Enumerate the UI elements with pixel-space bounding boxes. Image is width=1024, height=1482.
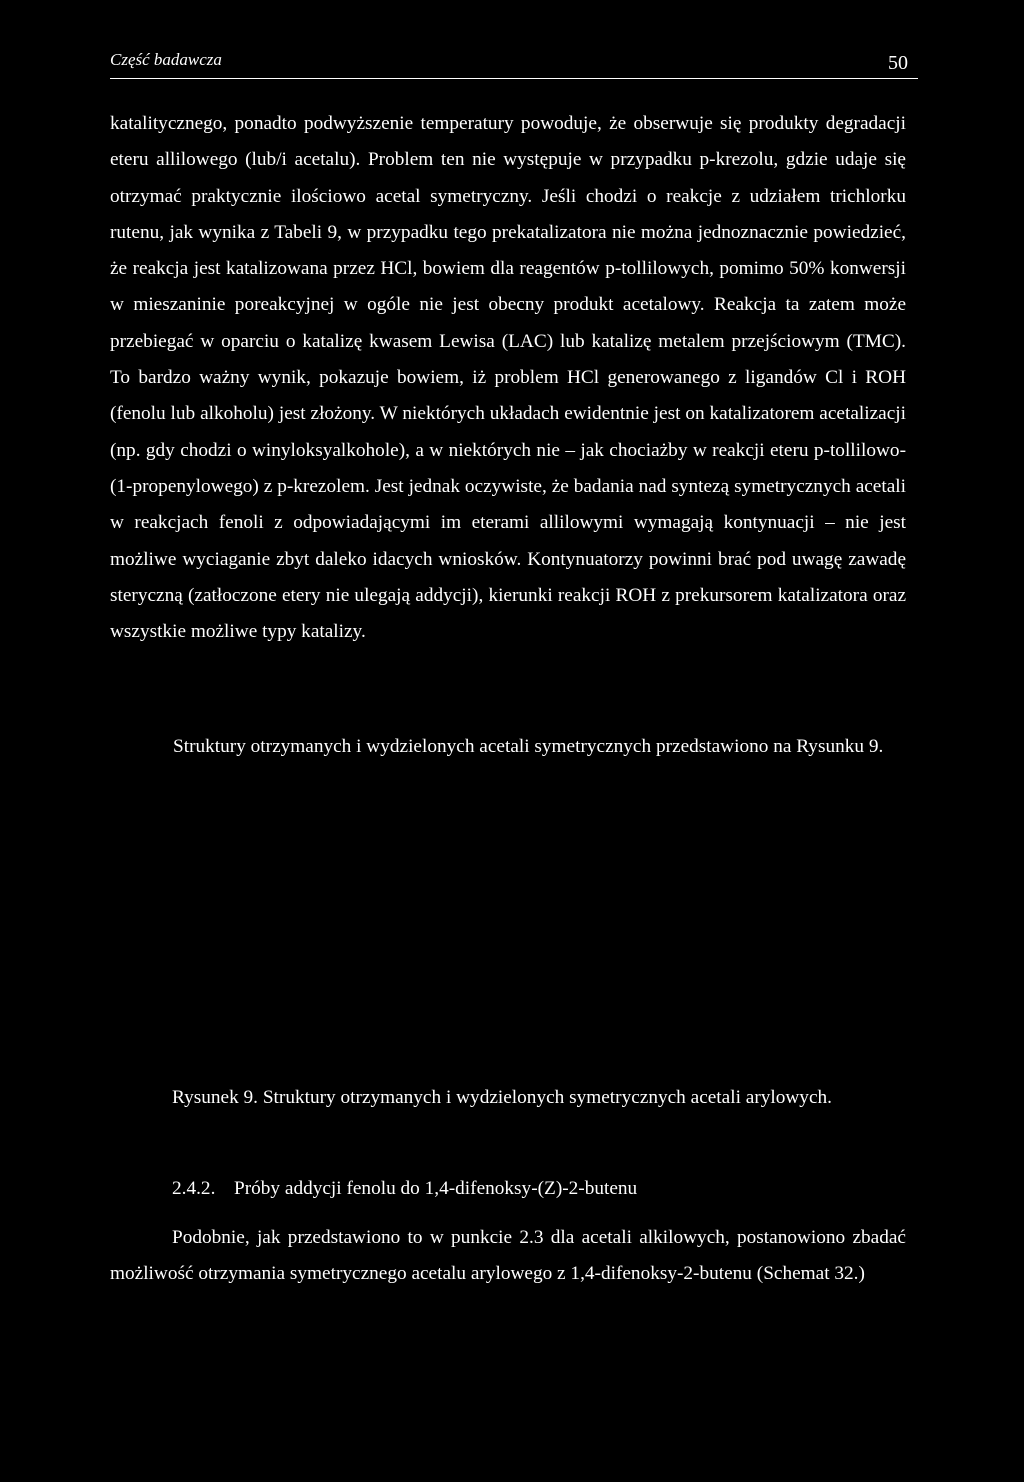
page-number: 50 — [888, 52, 908, 74]
paragraph-body-1: katalitycznego, ponadto podwyższenie temperatury powoduje, że obserwuje się produkty degradacji eteru allilowego (lub/i acetalu). Problem ten nie występuje w przypadku p-krezolu, gdzie udaje się otrzymać praktycznie ilościowo acetal symetryczny. Jeśli chodzi o reakcje z udziałem trichlorku rutenu, jak wynika z Tabeli 9, w przypadku tego prekatalizatora nie można jednoznacznie powiedzieć, że reakcja jest katalizowana przez HCl, bowiem dla reagentów p-tollilowych, pomimo 50% konwersji w mieszaninie poreakcyjnej w ogóle nie jest obecny produkt acetalowy. Reakcja ta zatem może przebiegać w oparciu o katalizę kwasem Lewisa (LAC) lub katalizę metalem przejściowym (TMC). To bardzo ważny wynik, pokazuje bowiem, iż problem HCl generowanego z ligandów Cl i ROH (fenolu lub alkoholu) jest złożony. W niektórych układach ewidentnie jest on katalizatorem acetalizacji (np. gdy chodzi o winyloksyalkohole), a w niektórych nie – jak chociażby w reakcji eteru p-tollilowo-(1-propenylowego) z p-krezolem. Jest jednak oczywiste, że badania nad syntezą symetrycznych acetali w reakcjach fenoli z odpowiadającymi im eterami allilowymi wymagają kontynuacji – nie jest możliwe wyciaganie zbyt daleko idacych wniosków. Kontynuatorzy powinni brać pod uwagę zawadę steryczną (zatłoczone etery nie ulegają addycji), kierunki reakcji ROH z prekursorem katalizatora oraz wszystkie możliwe typy katalizy. — [110, 113, 906, 643]
section-number: 2.4.2. — [172, 1178, 216, 1199]
page-header — [110, 48, 914, 78]
section-heading — [172, 1178, 637, 1200]
paragraph-body-2: Podobnie, jak przedstawiono to w punkcie 2.3 dla acetali alkilowych, postanowiono zbadać możliwość otrzymania symetrycznego acetalu arylowego z 1,4-difenoksy-2-butenu (Schemat 32.) — [110, 1227, 906, 1285]
header-title: Część badawcza — [110, 50, 222, 69]
figure-caption: Rysunek 9. Struktury otrzymanych i wydzielonych symetrycznych acetali arylowych. — [172, 1087, 832, 1108]
header-divider — [110, 78, 918, 79]
section-title: Próby addycji fenolu do 1,4-difenoksy-(Z)-2-butenu — [234, 1178, 638, 1199]
paragraph-figure-reference: Struktury otrzymanych i wydzielonych acetali symetrycznych przedstawiono na Rysunku 9. — [173, 736, 884, 757]
